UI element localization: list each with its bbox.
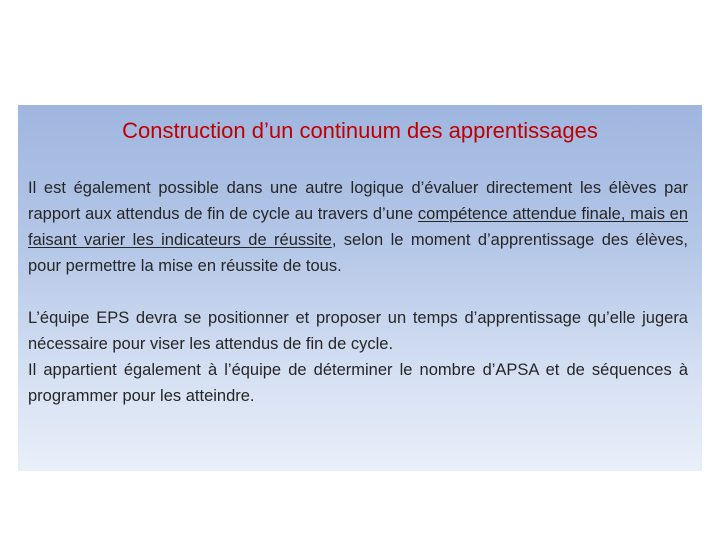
slide-title: Construction d’un continuum des apprentissages [122,118,598,143]
paragraph-apsa-sequences: Il appartient également à l’équipe de déterminer le nombre d’APSA et de séquences à programmer pour les atteindre. [28,361,688,405]
paragraph-evaluation-intro: Il est également possible dans une autre logique d’évaluer directement les élèves par rapport aux attendus de fin de cycle au travers d’une [28,179,688,223]
paragraph-evaluation [28,175,688,279]
underlined-competence-phrase: compétence attendue finale, mais en faisant varier les indicateurs de réussite [28,205,688,249]
paragraph-team-positioning: L’équipe EPS devra se positionner et proposer un temps d’apprentissage qu’elle jugera nécessaire pour viser les attendus de fin de cycle. [28,309,688,353]
slide-body [28,175,688,409]
content-panel [18,105,702,471]
paragraph-evaluation-end: , selon le moment d’apprentissage des élèves, pour permettre la mise en réussite de tous. [28,231,688,275]
